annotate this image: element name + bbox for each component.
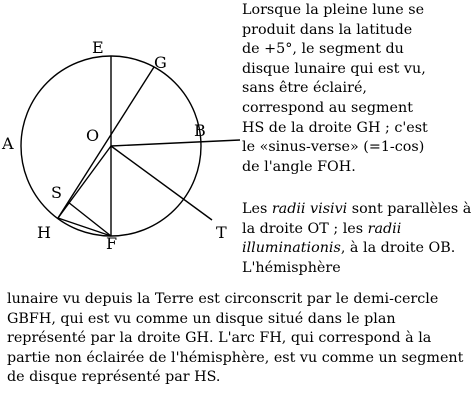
paragraph-explanation: [242, 1, 474, 177]
line-SF: [68, 202, 111, 236]
label-A: A: [2, 134, 14, 153]
label-O: O: [86, 126, 100, 145]
text-run: , à la droite OB. L'hémisphère: [242, 240, 456, 276]
label-S: S: [51, 183, 62, 202]
label-E: E: [92, 38, 104, 57]
text-line: HS de la droite GH ; c'est: [242, 119, 428, 136]
label-B: B: [194, 121, 206, 140]
text-run: sont parallèles à la droite OT ; les: [242, 201, 472, 237]
paragraph-rays: [242, 200, 474, 278]
text-line: de l'angle FOH.: [242, 158, 356, 175]
moon-diagram: [0, 0, 240, 260]
text-line: disque lunaire qui est vu,: [242, 60, 426, 77]
text-line: sans être éclairé,: [242, 80, 367, 97]
text-line: correspond au segment: [242, 99, 413, 116]
text-line: Lorsque la pleine lune se: [242, 2, 425, 18]
text-line: de +5°, le segment du: [242, 41, 404, 58]
line-OT: [111, 146, 212, 220]
line-OH: [58, 146, 111, 218]
term-radii-visivi: radii visivi: [271, 201, 348, 217]
text-line: le «sinus-verse» (=1-cos): [242, 139, 425, 156]
text-run: Les: [242, 201, 272, 217]
line-OB: [111, 140, 240, 146]
line-GH: [58, 67, 154, 218]
label-T: T: [216, 223, 227, 242]
term-radii-illuminationis: radii illuminationis: [242, 220, 402, 257]
label-H: H: [37, 223, 51, 242]
text-line: produit dans la latitude: [242, 21, 413, 38]
paragraph-hemisphere: lunaire vu depuis la Terre est circonscrit par le demi-cercle GBFH, qui est vu comme un disque situé dans le plan représenté par la droite GH. L'arc FH, qui correspond à la partie non éclairée de l'hémisphère, est vu comme un segment de disque représenté par HS.: [7, 291, 464, 386]
line-HF: [58, 218, 111, 236]
label-F: F: [106, 234, 118, 253]
label-G: G: [154, 53, 167, 72]
